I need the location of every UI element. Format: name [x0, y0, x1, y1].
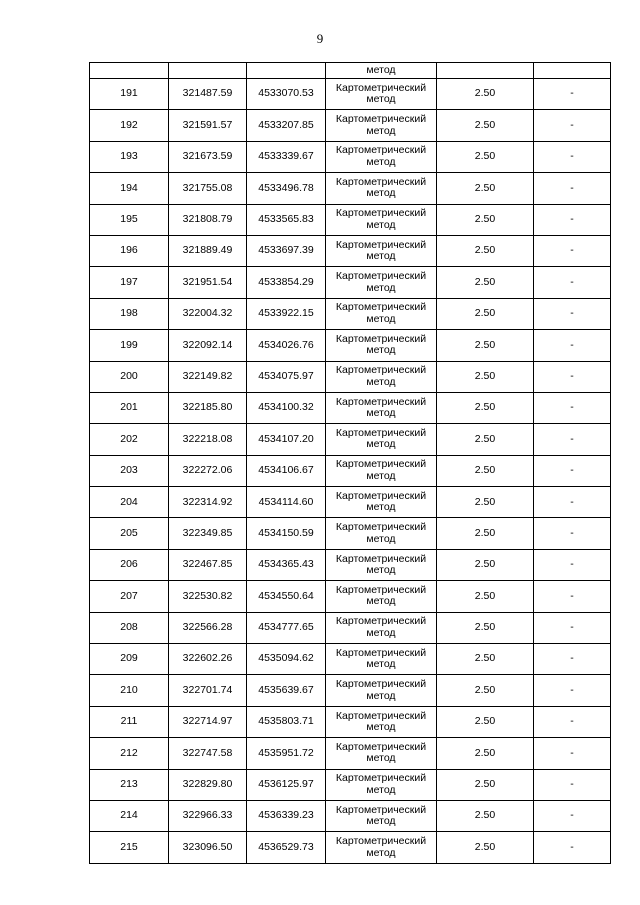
y-coordinate-cell: 4534106.67 [247, 455, 326, 486]
point-number-cell: 202 [90, 424, 169, 455]
empty-cell [534, 63, 611, 79]
point-number-cell: 215 [90, 832, 169, 863]
note-cell: - [534, 392, 611, 423]
y-coordinate-cell: 4533339.67 [247, 141, 326, 172]
table-row [90, 487, 611, 518]
accuracy-cell: 2.50 [437, 330, 534, 361]
point-number-cell: 191 [90, 79, 169, 110]
y-coordinate-cell: 4535639.67 [247, 675, 326, 706]
accuracy-cell: 2.50 [437, 298, 534, 329]
note-cell: - [534, 330, 611, 361]
accuracy-cell: 2.50 [437, 267, 534, 298]
method-cell: Картометрический метод [326, 110, 437, 141]
note-cell: - [534, 518, 611, 549]
point-number-cell: 192 [90, 110, 169, 141]
accuracy-cell: 2.50 [437, 832, 534, 863]
table-row [90, 204, 611, 235]
method-cell: Картометрический метод [326, 330, 437, 361]
x-coordinate-cell: 322829.80 [169, 769, 247, 800]
note-cell: - [534, 675, 611, 706]
empty-cell [437, 63, 534, 79]
y-coordinate-cell: 4534550.64 [247, 581, 326, 612]
point-number-cell: 197 [90, 267, 169, 298]
method-cell: Картометрический метод [326, 424, 437, 455]
accuracy-cell: 2.50 [437, 487, 534, 518]
note-cell: - [534, 267, 611, 298]
accuracy-cell: 2.50 [437, 110, 534, 141]
note-cell: - [534, 110, 611, 141]
note-cell: - [534, 549, 611, 580]
y-coordinate-cell: 4534100.32 [247, 392, 326, 423]
note-cell: - [534, 79, 611, 110]
point-number-cell: 194 [90, 173, 169, 204]
method-cell: Картометрический метод [326, 549, 437, 580]
x-coordinate-cell: 322714.97 [169, 706, 247, 737]
table-row [90, 173, 611, 204]
y-coordinate-cell: 4533070.53 [247, 79, 326, 110]
point-number-cell: 193 [90, 141, 169, 172]
method-cell: Картометрический метод [326, 141, 437, 172]
empty-cell [169, 63, 247, 79]
y-coordinate-cell: 4535094.62 [247, 644, 326, 675]
table-row [90, 79, 611, 110]
method-cell: Картометрический метод [326, 298, 437, 329]
note-cell: - [534, 424, 611, 455]
x-coordinate-cell: 321591.57 [169, 110, 247, 141]
table-row [90, 800, 611, 831]
table-body [90, 63, 611, 864]
point-number-cell: 196 [90, 235, 169, 266]
y-coordinate-cell: 4534107.20 [247, 424, 326, 455]
accuracy-cell: 2.50 [437, 235, 534, 266]
accuracy-cell: 2.50 [437, 800, 534, 831]
x-coordinate-cell: 322004.32 [169, 298, 247, 329]
method-cell: Картометрический метод [326, 455, 437, 486]
point-number-cell: 211 [90, 706, 169, 737]
accuracy-cell: 2.50 [437, 79, 534, 110]
y-coordinate-cell: 4535951.72 [247, 738, 326, 769]
y-coordinate-cell: 4533565.83 [247, 204, 326, 235]
method-cell: Картометрический метод [326, 487, 437, 518]
x-coordinate-cell: 322701.74 [169, 675, 247, 706]
y-coordinate-cell: 4533496.78 [247, 173, 326, 204]
table-row [90, 581, 611, 612]
method-cell: Картометрический метод [326, 79, 437, 110]
point-number-cell: 199 [90, 330, 169, 361]
table-row [90, 235, 611, 266]
y-coordinate-cell: 4534365.43 [247, 549, 326, 580]
note-cell: - [534, 455, 611, 486]
table-row [90, 706, 611, 737]
y-coordinate-cell: 4533697.39 [247, 235, 326, 266]
page-number: 9 [316, 31, 324, 46]
method-cell: Картометрический метод [326, 675, 437, 706]
note-cell: - [534, 769, 611, 800]
y-coordinate-cell: 4534075.97 [247, 361, 326, 392]
method-cell: Картометрический метод [326, 800, 437, 831]
note-cell: - [534, 173, 611, 204]
method-cell: Картометрический метод [326, 706, 437, 737]
x-coordinate-cell: 322966.33 [169, 800, 247, 831]
x-coordinate-cell: 322092.14 [169, 330, 247, 361]
y-coordinate-cell: 4534777.65 [247, 612, 326, 643]
y-coordinate-cell: 4533854.29 [247, 267, 326, 298]
x-coordinate-cell: 321755.08 [169, 173, 247, 204]
note-cell: - [534, 581, 611, 612]
note-cell: - [534, 832, 611, 863]
accuracy-cell: 2.50 [437, 706, 534, 737]
x-coordinate-cell: 322218.08 [169, 424, 247, 455]
y-coordinate-cell: 4533922.15 [247, 298, 326, 329]
x-coordinate-cell: 322467.85 [169, 549, 247, 580]
x-coordinate-cell: 322314.92 [169, 487, 247, 518]
point-number-cell: 203 [90, 455, 169, 486]
table-row [90, 361, 611, 392]
table-row [90, 455, 611, 486]
note-cell: - [534, 706, 611, 737]
table-row [90, 549, 611, 580]
point-number-cell: 200 [90, 361, 169, 392]
note-cell: - [534, 487, 611, 518]
point-number-cell: 195 [90, 204, 169, 235]
table-row [90, 392, 611, 423]
x-coordinate-cell: 322185.80 [169, 392, 247, 423]
method-cell: Картометрический метод [326, 235, 437, 266]
table-row [90, 769, 611, 800]
y-coordinate-cell: 4536125.97 [247, 769, 326, 800]
table-row [90, 330, 611, 361]
note-cell: - [534, 235, 611, 266]
y-coordinate-cell: 4534114.60 [247, 487, 326, 518]
table-row [90, 738, 611, 769]
method-cell: Картометрический метод [326, 738, 437, 769]
point-number-cell: 208 [90, 612, 169, 643]
accuracy-cell: 2.50 [437, 581, 534, 612]
note-cell: - [534, 612, 611, 643]
table-row [90, 612, 611, 643]
x-coordinate-cell: 321808.79 [169, 204, 247, 235]
accuracy-cell: 2.50 [437, 361, 534, 392]
table-row [90, 832, 611, 863]
note-cell: - [534, 738, 611, 769]
method-cell: метод [326, 63, 437, 79]
table-row [90, 424, 611, 455]
accuracy-cell: 2.50 [437, 518, 534, 549]
x-coordinate-cell: 322149.82 [169, 361, 247, 392]
y-coordinate-cell: 4535803.71 [247, 706, 326, 737]
x-coordinate-cell: 322272.06 [169, 455, 247, 486]
point-number-cell: 206 [90, 549, 169, 580]
table-row [90, 298, 611, 329]
x-coordinate-cell: 322530.82 [169, 581, 247, 612]
method-cell: Картометрический метод [326, 769, 437, 800]
accuracy-cell: 2.50 [437, 141, 534, 172]
x-coordinate-cell: 322349.85 [169, 518, 247, 549]
y-coordinate-cell: 4534150.59 [247, 518, 326, 549]
accuracy-cell: 2.50 [437, 173, 534, 204]
point-number-cell: 198 [90, 298, 169, 329]
method-cell: Картометрический метод [326, 173, 437, 204]
method-cell: Картометрический метод [326, 392, 437, 423]
point-number-cell: 210 [90, 675, 169, 706]
accuracy-cell: 2.50 [437, 769, 534, 800]
point-number-cell: 214 [90, 800, 169, 831]
method-cell: Картометрический метод [326, 267, 437, 298]
x-coordinate-cell: 322566.28 [169, 612, 247, 643]
x-coordinate-cell: 323096.50 [169, 832, 247, 863]
accuracy-cell: 2.50 [437, 455, 534, 486]
table-row [90, 518, 611, 549]
accuracy-cell: 2.50 [437, 612, 534, 643]
method-cell: Картометрический метод [326, 581, 437, 612]
accuracy-cell: 2.50 [437, 392, 534, 423]
point-number-cell: 201 [90, 392, 169, 423]
table-row [90, 141, 611, 172]
accuracy-cell: 2.50 [437, 424, 534, 455]
point-number-cell: 209 [90, 644, 169, 675]
table-row [90, 675, 611, 706]
note-cell: - [534, 361, 611, 392]
note-cell: - [534, 204, 611, 235]
point-number-cell: 207 [90, 581, 169, 612]
point-number-cell: 212 [90, 738, 169, 769]
method-cell: Картометрический метод [326, 204, 437, 235]
note-cell: - [534, 141, 611, 172]
x-coordinate-cell: 321951.54 [169, 267, 247, 298]
y-coordinate-cell: 4534026.76 [247, 330, 326, 361]
accuracy-cell: 2.50 [437, 549, 534, 580]
y-coordinate-cell: 4536529.73 [247, 832, 326, 863]
point-number-cell: 213 [90, 769, 169, 800]
point-number-cell: 204 [90, 487, 169, 518]
x-coordinate-cell: 322747.58 [169, 738, 247, 769]
method-cell: Картометрический метод [326, 518, 437, 549]
method-cell: Картометрический метод [326, 832, 437, 863]
coordinates-table [89, 62, 611, 864]
accuracy-cell: 2.50 [437, 738, 534, 769]
table-row [90, 267, 611, 298]
x-coordinate-cell: 321889.49 [169, 235, 247, 266]
point-number-cell: 205 [90, 518, 169, 549]
note-cell: - [534, 298, 611, 329]
accuracy-cell: 2.50 [437, 644, 534, 675]
y-coordinate-cell: 4533207.85 [247, 110, 326, 141]
y-coordinate-cell: 4536339.23 [247, 800, 326, 831]
method-cell: Картометрический метод [326, 612, 437, 643]
accuracy-cell: 2.50 [437, 204, 534, 235]
continuation-row [90, 63, 611, 79]
table-row [90, 644, 611, 675]
empty-cell [90, 63, 169, 79]
table-row [90, 110, 611, 141]
note-cell: - [534, 800, 611, 831]
x-coordinate-cell: 321673.59 [169, 141, 247, 172]
accuracy-cell: 2.50 [437, 675, 534, 706]
empty-cell [247, 63, 326, 79]
x-coordinate-cell: 321487.59 [169, 79, 247, 110]
x-coordinate-cell: 322602.26 [169, 644, 247, 675]
method-cell: Картометрический метод [326, 644, 437, 675]
note-cell: - [534, 644, 611, 675]
method-cell: Картометрический метод [326, 361, 437, 392]
